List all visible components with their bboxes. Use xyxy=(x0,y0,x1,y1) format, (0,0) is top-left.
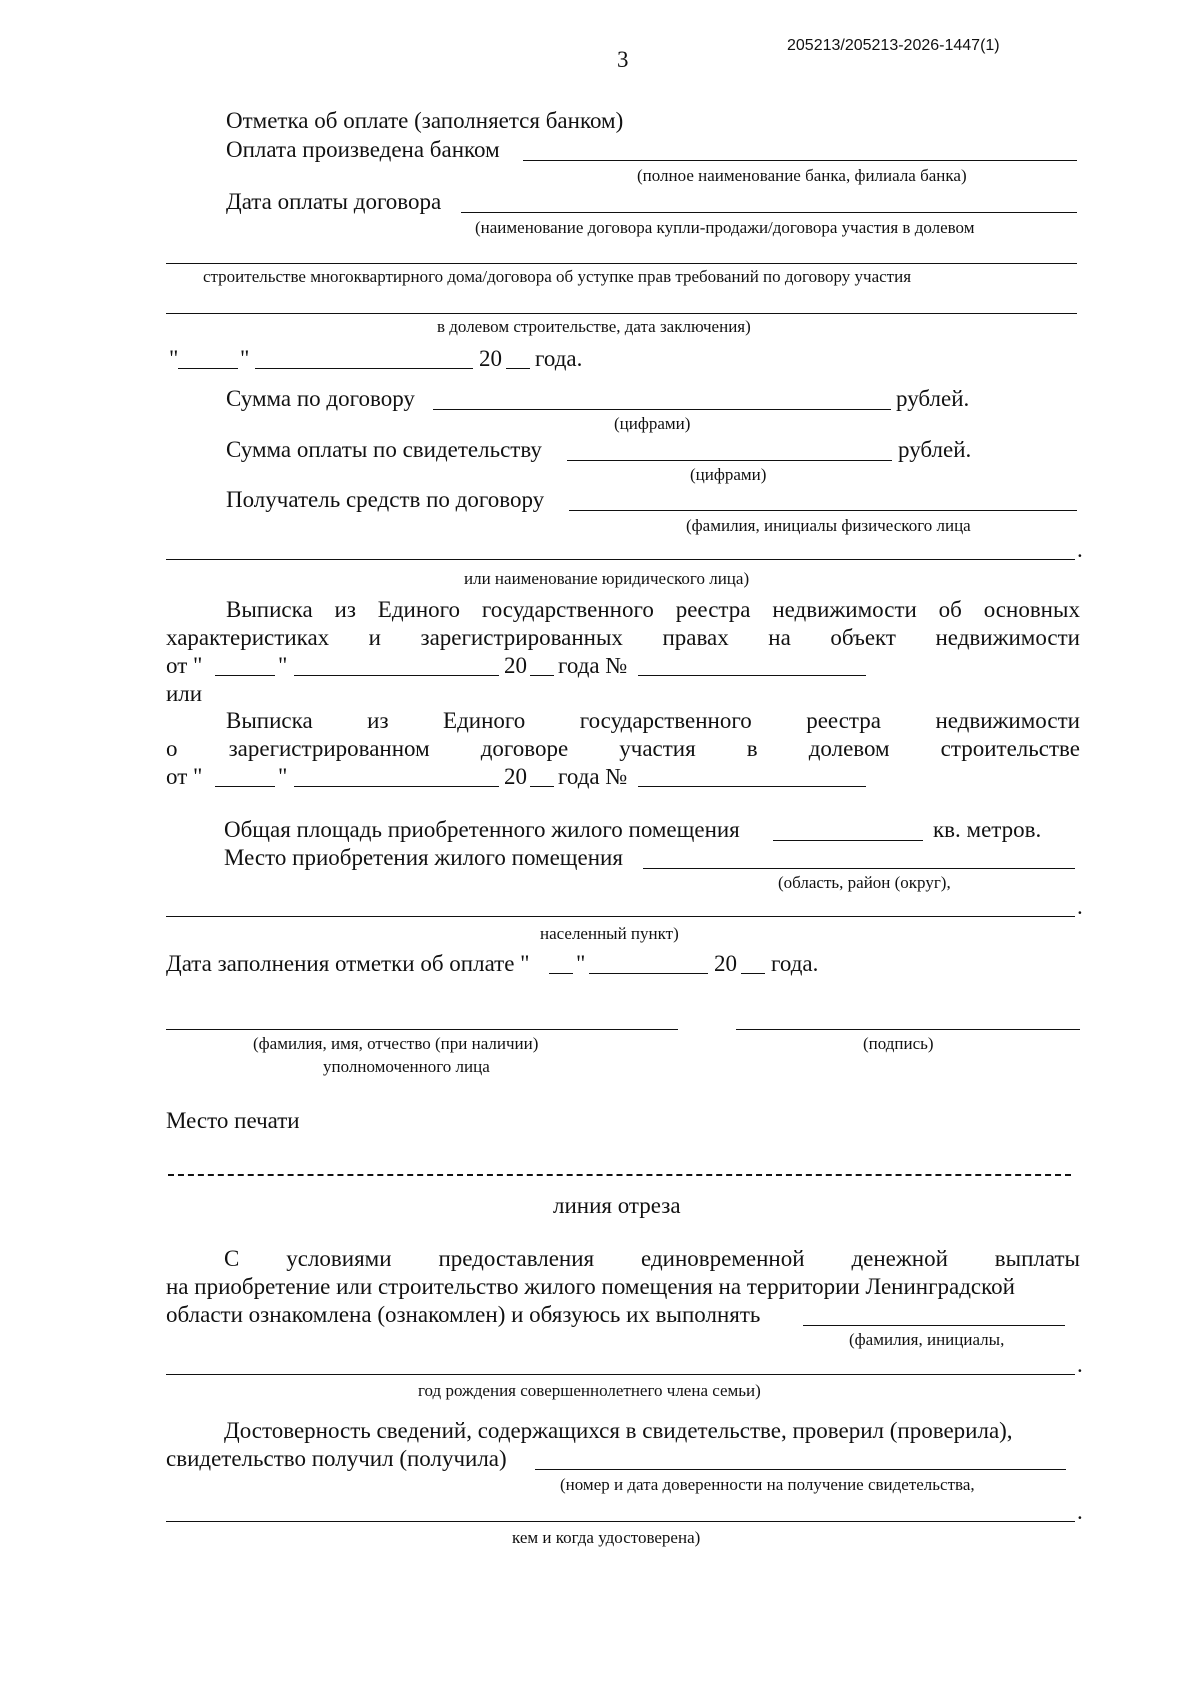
place-field-2[interactable] xyxy=(166,916,1075,917)
word: государственного xyxy=(579,708,752,733)
authorized-person-name-field[interactable] xyxy=(166,1029,678,1030)
word: С xyxy=(224,1246,240,1271)
contract-date-quote-open: " xyxy=(169,346,179,371)
fill-date-month-field[interactable] xyxy=(589,973,708,974)
place-field-1[interactable] xyxy=(643,868,1075,869)
name-hint-1: (фамилия, имя, отчество (при наличии) xyxy=(253,1034,539,1053)
paid-by-label: Оплата произведена банком xyxy=(226,137,500,162)
stamp-place: Место печати xyxy=(166,1108,300,1133)
contract-hint-2: строительстве многоквартирного дома/договора об уступке прав требований по договору участия xyxy=(203,267,912,286)
cert-sum-field[interactable] xyxy=(567,460,892,461)
word: и xyxy=(368,625,381,650)
payment-date-label: Дата оплаты договора xyxy=(226,189,442,214)
extract-2-year-no: года № xyxy=(558,764,628,789)
sum-unit: рублей. xyxy=(896,386,970,411)
contract-date-quote-close: " xyxy=(240,346,250,371)
word: строительстве xyxy=(940,736,1080,761)
extract-2-line-1 xyxy=(226,707,1080,735)
extract-1-line-2 xyxy=(166,624,1080,652)
conditions-line-1 xyxy=(224,1245,1080,1273)
fill-date-year: 20 xyxy=(714,951,737,976)
word: о xyxy=(166,736,178,761)
contract-field-1[interactable] xyxy=(461,212,1077,213)
recipient-field-1[interactable] xyxy=(569,510,1077,511)
sum-label: Сумма по договору xyxy=(226,386,415,411)
extract-2-number-field[interactable] xyxy=(638,786,866,787)
word: реестра xyxy=(806,708,881,733)
word: государственного xyxy=(481,597,654,622)
word: основных xyxy=(983,597,1080,622)
contract-date-day-field[interactable] xyxy=(178,368,238,369)
word: зарегистрированных xyxy=(420,625,623,650)
word: Выписка xyxy=(226,597,313,622)
verification-period: . xyxy=(1077,1499,1083,1524)
fill-date-day-field[interactable] xyxy=(549,973,573,974)
signature-hint: (подпись) xyxy=(863,1034,934,1053)
extract-2-month-field[interactable] xyxy=(294,786,499,787)
word: в xyxy=(746,736,758,761)
word: долевом xyxy=(808,736,890,761)
conditions-hint-1: (фамилия, инициалы, xyxy=(849,1330,1005,1349)
contract-hint-1: (наименование договора купли-продажи/договора участия в долевом xyxy=(475,218,975,237)
word: об xyxy=(938,597,962,622)
extract-1-day-field[interactable] xyxy=(215,675,275,676)
word: выплаты xyxy=(994,1246,1080,1271)
verification-hint-2: кем и когда удостоверена) xyxy=(512,1528,701,1547)
extract-2-date-prefix: от " xyxy=(166,764,203,789)
word: на xyxy=(768,625,791,650)
payment-title: Отметка об оплате (заполняется банком) xyxy=(226,108,624,133)
place-hint-1: (область, район (округ), xyxy=(778,873,951,892)
recipient-label: Получатель средств по договору xyxy=(226,487,545,512)
area-unit: кв. метров. xyxy=(933,817,1042,842)
proxy-field-1[interactable] xyxy=(535,1469,1066,1470)
fill-date-year-suffix: года. xyxy=(771,951,819,976)
word: правах xyxy=(662,625,729,650)
word: реестра xyxy=(675,597,751,622)
verification-hint-1: (номер и дата доверенности на получение свидетельства, xyxy=(560,1475,975,1494)
extract-1-number-field[interactable] xyxy=(638,675,866,676)
extract-2-day-field[interactable] xyxy=(215,786,275,787)
recipient-period: . xyxy=(1077,537,1083,562)
place-label: Место приобретения жилого помещения xyxy=(224,845,623,870)
place-period: . xyxy=(1077,894,1083,919)
or-label: или xyxy=(166,681,203,706)
extract-1-year-field[interactable] xyxy=(530,675,554,676)
word: предоставления xyxy=(438,1246,595,1271)
conditions-line-3: области ознакомлена (ознакомлен) и обязуюсь их выполнять xyxy=(166,1302,761,1327)
word: из xyxy=(367,708,389,733)
fill-date-label: Дата заполнения отметки об оплате " xyxy=(166,951,530,976)
proxy-field-2[interactable] xyxy=(166,1521,1075,1522)
cut-line-label: линия отреза xyxy=(553,1193,681,1218)
contract-field-2[interactable] xyxy=(166,263,1077,264)
word: из xyxy=(334,597,356,622)
contract-date-year-prefix: 20 xyxy=(479,346,502,371)
word: объект xyxy=(830,625,896,650)
verification-line-2: свидетельство получил (получила) xyxy=(166,1446,507,1471)
page-number: 3 xyxy=(617,47,629,72)
contract-hint-3: в долевом строительстве, дата заключения) xyxy=(437,317,751,336)
fill-date-year-field[interactable] xyxy=(741,973,765,974)
contract-date-year-suffix: года. xyxy=(535,346,583,371)
name-hint-2: уполномоченного лица xyxy=(323,1057,490,1076)
contract-date-year-field[interactable] xyxy=(506,368,530,369)
bank-hint: (полное наименование банка, филиала банка) xyxy=(637,166,967,185)
extract-1-month-field[interactable] xyxy=(294,675,499,676)
cert-sum-unit: рублей. xyxy=(898,437,972,462)
cert-sum-hint: (цифрами) xyxy=(690,465,767,484)
extract-2-year: 20 xyxy=(504,764,527,789)
fill-date-quote-close: " xyxy=(576,951,586,976)
word: условиями xyxy=(286,1246,392,1271)
recipient-field-2[interactable] xyxy=(166,559,1075,560)
word: Выписка xyxy=(226,708,313,733)
extract-1-year-no: года № xyxy=(558,653,628,678)
word: недвижимости xyxy=(935,708,1080,733)
conditions-period: . xyxy=(1077,1352,1083,1377)
area-label: Общая площадь приобретенного жилого помещения xyxy=(224,817,740,842)
recipient-hint-2: или наименование юридического лица) xyxy=(464,569,750,588)
extract-1-quote-close: " xyxy=(278,653,288,678)
bank-name-field[interactable] xyxy=(523,160,1077,161)
word: участия xyxy=(619,736,696,761)
cert-sum-label: Сумма оплаты по свидетельству xyxy=(226,437,542,462)
contract-field-3[interactable] xyxy=(166,313,1077,314)
recipient-hint-1: (фамилия, инициалы физического лица xyxy=(686,516,971,535)
sum-hint: (цифрами) xyxy=(614,414,691,433)
word: договоре xyxy=(480,736,569,761)
extract-2-year-field[interactable] xyxy=(530,786,554,787)
verification-line-1: Достоверность сведений, содержащихся в свидетельстве, проверил (проверила), xyxy=(224,1418,1013,1443)
conditions-line-2: на приобретение или строительство жилого помещения на территории Ленинградской xyxy=(166,1274,1015,1299)
conditions-hint-2: год рождения совершеннолетнего члена семьи) xyxy=(418,1381,761,1400)
word: зарегистрированном xyxy=(228,736,430,761)
contract-date-month-field[interactable] xyxy=(255,368,473,369)
extract-1-date-prefix: от " xyxy=(166,653,203,678)
signature-field[interactable] xyxy=(736,1029,1080,1030)
area-field[interactable] xyxy=(773,840,923,841)
word: Единого xyxy=(377,597,461,622)
word: единовременной xyxy=(641,1246,805,1271)
family-member-field-1[interactable] xyxy=(803,1325,1065,1326)
place-hint-2: населенный пункт) xyxy=(540,924,679,943)
extract-2-line-2 xyxy=(166,735,1080,763)
word: Единого xyxy=(443,708,526,733)
extract-1-year: 20 xyxy=(504,653,527,678)
family-member-field-2[interactable] xyxy=(166,1374,1075,1375)
extract-2-quote-close: " xyxy=(278,764,288,789)
word: недвижимости xyxy=(935,625,1080,650)
document-number: 205213/205213-2026-1447(1) xyxy=(787,37,1000,54)
word: характеристиках xyxy=(166,625,330,650)
cut-dashed-line xyxy=(168,1174,1071,1176)
sum-field[interactable] xyxy=(433,409,891,410)
word: денежной xyxy=(851,1246,948,1271)
extract-1-line-1 xyxy=(226,596,1080,624)
word: недвижимости xyxy=(772,597,917,622)
